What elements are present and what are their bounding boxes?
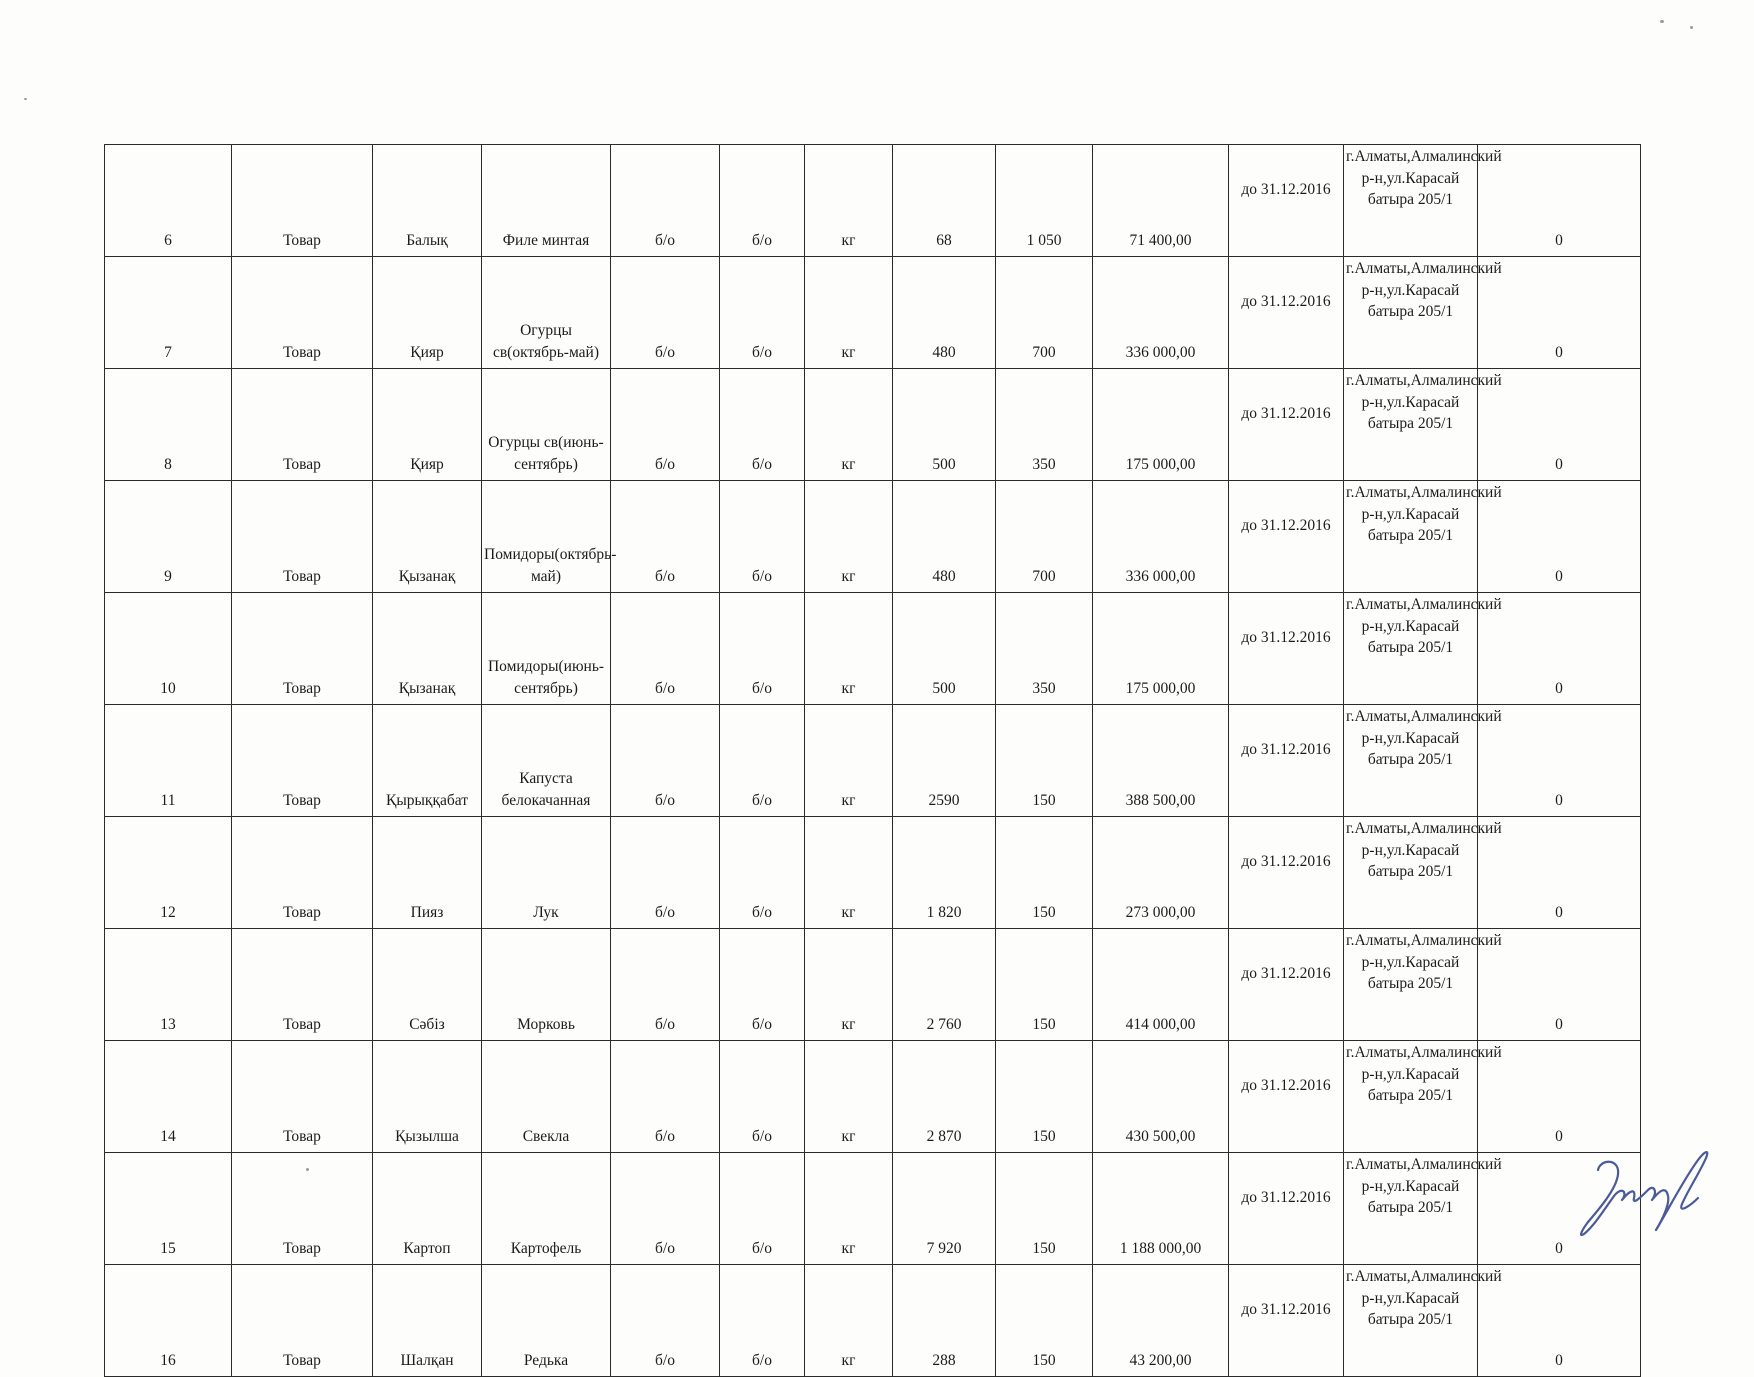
table-row (105, 929, 1641, 1041)
item-kind-cell: Товар (232, 593, 373, 705)
extra-characteristic-cell: б/о (720, 705, 805, 817)
item-kind-cell: Товар (232, 257, 373, 369)
deadline-cell: до 31.12.2016 (1229, 369, 1344, 481)
table-row (105, 1265, 1641, 1377)
delivery-address-cell: г.Алматы,Алмалинский р-н,ул.Карасай батыра 205/1 (1344, 481, 1478, 593)
characteristic-cell: б/о (611, 481, 720, 593)
delivery-address-cell: г.Алматы,Алмалинский р-н,ул.Карасай батыра 205/1 (1344, 929, 1478, 1041)
deadline-cell: до 31.12.2016 (1229, 817, 1344, 929)
item-name-kz-cell: Картоп (373, 1153, 482, 1265)
deadline-cell: до 31.12.2016 (1229, 1041, 1344, 1153)
procurement-table (104, 144, 1641, 1377)
table-row (105, 369, 1641, 481)
unit-cell: кг (805, 817, 893, 929)
quantity-cell: 1 820 (893, 817, 996, 929)
deadline-cell: до 31.12.2016 (1229, 1265, 1344, 1377)
item-name-ru-cell: Свекла (482, 1041, 611, 1153)
unit-cell: кг (805, 593, 893, 705)
sum-cell: 71 400,00 (1093, 145, 1229, 257)
quantity-cell: 68 (893, 145, 996, 257)
extra-characteristic-cell: б/о (720, 1265, 805, 1377)
scan-speck (24, 98, 27, 100)
extra-characteristic-cell: б/о (720, 817, 805, 929)
advance-cell: 0 (1478, 257, 1641, 369)
characteristic-cell: б/о (611, 369, 720, 481)
signature (1570, 1130, 1730, 1240)
table-row (105, 1041, 1641, 1153)
delivery-address-cell: г.Алматы,Алмалинский р-н,ул.Карасай батыра 205/1 (1344, 1265, 1478, 1377)
item-name-kz-cell: Шалқан (373, 1265, 482, 1377)
item-name-ru-cell: Капуста белокачанная (482, 705, 611, 817)
item-name-ru-cell: Помидоры(октябрь-май) (482, 481, 611, 593)
scan-speck (1690, 26, 1693, 29)
signature-stroke (1581, 1152, 1707, 1235)
item-kind-cell: Товар (232, 481, 373, 593)
deadline-cell: до 31.12.2016 (1229, 1153, 1344, 1265)
item-name-ru-cell: Помидоры(июнь-сентябрь) (482, 593, 611, 705)
price-cell: 350 (996, 593, 1093, 705)
item-name-kz-cell: Сәбіз (373, 929, 482, 1041)
advance-cell: 0 (1478, 817, 1641, 929)
item-kind-cell: Товар (232, 705, 373, 817)
quantity-cell: 480 (893, 257, 996, 369)
row-number-cell: 13 (105, 929, 232, 1041)
row-number-cell: 10 (105, 593, 232, 705)
item-kind-cell: Товар (232, 1153, 373, 1265)
item-kind-cell: Товар (232, 929, 373, 1041)
deadline-cell: до 31.12.2016 (1229, 593, 1344, 705)
unit-cell: кг (805, 145, 893, 257)
sum-cell: 336 000,00 (1093, 257, 1229, 369)
item-name-ru-cell: Редька (482, 1265, 611, 1377)
quantity-cell: 480 (893, 481, 996, 593)
row-number-cell: 9 (105, 481, 232, 593)
price-cell: 150 (996, 817, 1093, 929)
item-kind-cell: Товар (232, 145, 373, 257)
item-name-kz-cell: Қияр (373, 369, 482, 481)
deadline-cell: до 31.12.2016 (1229, 481, 1344, 593)
extra-characteristic-cell: б/о (720, 593, 805, 705)
quantity-cell: 288 (893, 1265, 996, 1377)
row-number-cell: 8 (105, 369, 232, 481)
sum-cell: 414 000,00 (1093, 929, 1229, 1041)
extra-characteristic-cell: б/о (720, 1041, 805, 1153)
advance-cell: 0 (1478, 145, 1641, 257)
sum-cell: 388 500,00 (1093, 705, 1229, 817)
advance-cell: 0 (1478, 593, 1641, 705)
item-name-ru-cell: Картофель (482, 1153, 611, 1265)
characteristic-cell: б/о (611, 1265, 720, 1377)
quantity-cell: 2 760 (893, 929, 996, 1041)
delivery-address-cell: г.Алматы,Алмалинский р-н,ул.Карасай батыра 205/1 (1344, 593, 1478, 705)
item-name-kz-cell: Қияр (373, 257, 482, 369)
item-name-ru-cell: Морковь (482, 929, 611, 1041)
quantity-cell: 2590 (893, 705, 996, 817)
advance-cell: 0 (1478, 1265, 1641, 1377)
unit-cell: кг (805, 1265, 893, 1377)
delivery-address-cell: г.Алматы,Алмалинский р-н,ул.Карасай батыра 205/1 (1344, 145, 1478, 257)
quantity-cell: 2 870 (893, 1041, 996, 1153)
unit-cell: кг (805, 929, 893, 1041)
quantity-cell: 500 (893, 593, 996, 705)
characteristic-cell: б/о (611, 929, 720, 1041)
price-cell: 150 (996, 1153, 1093, 1265)
item-name-kz-cell: Қырыққабат (373, 705, 482, 817)
price-cell: 150 (996, 1041, 1093, 1153)
characteristic-cell: б/о (611, 705, 720, 817)
item-kind-cell: Товар (232, 369, 373, 481)
table-row (105, 145, 1641, 257)
unit-cell: кг (805, 481, 893, 593)
deadline-cell: до 31.12.2016 (1229, 145, 1344, 257)
extra-characteristic-cell: б/о (720, 145, 805, 257)
advance-cell: 0 (1478, 705, 1641, 817)
sum-cell: 273 000,00 (1093, 817, 1229, 929)
advance-cell: 0 (1478, 369, 1641, 481)
price-cell: 150 (996, 1265, 1093, 1377)
unit-cell: кг (805, 257, 893, 369)
price-cell: 350 (996, 369, 1093, 481)
extra-characteristic-cell: б/о (720, 369, 805, 481)
table-row (105, 593, 1641, 705)
delivery-address-cell: г.Алматы,Алмалинский р-н,ул.Карасай батыра 205/1 (1344, 705, 1478, 817)
advance-cell: 0 (1478, 1041, 1641, 1153)
unit-cell: кг (805, 369, 893, 481)
item-name-kz-cell: Қызанақ (373, 593, 482, 705)
row-number-cell: 7 (105, 257, 232, 369)
table-row (105, 257, 1641, 369)
item-name-ru-cell: Филе минтая (482, 145, 611, 257)
row-number-cell: 16 (105, 1265, 232, 1377)
delivery-address-cell: г.Алматы,Алмалинский р-н,ул.Карасай батыра 205/1 (1344, 1153, 1478, 1265)
item-name-kz-cell: Қызылша (373, 1041, 482, 1153)
characteristic-cell: б/о (611, 145, 720, 257)
price-cell: 150 (996, 929, 1093, 1041)
price-cell: 700 (996, 257, 1093, 369)
price-cell: 150 (996, 705, 1093, 817)
table-row (105, 481, 1641, 593)
item-kind-cell: Товар (232, 1041, 373, 1153)
quantity-cell: 500 (893, 369, 996, 481)
price-cell: 1 050 (996, 145, 1093, 257)
item-name-ru-cell: Огурцы св(октябрь-май) (482, 257, 611, 369)
table-body (105, 145, 1641, 1377)
extra-characteristic-cell: б/о (720, 929, 805, 1041)
row-number-cell: 6 (105, 145, 232, 257)
delivery-address-cell: г.Алматы,Алмалинский р-н,ул.Карасай батыра 205/1 (1344, 817, 1478, 929)
characteristic-cell: б/о (611, 1153, 720, 1265)
unit-cell: кг (805, 705, 893, 817)
advance-cell: 0 (1478, 481, 1641, 593)
characteristic-cell: б/о (611, 1041, 720, 1153)
price-cell: 700 (996, 481, 1093, 593)
deadline-cell: до 31.12.2016 (1229, 705, 1344, 817)
deadline-cell: до 31.12.2016 (1229, 257, 1344, 369)
row-number-cell: 14 (105, 1041, 232, 1153)
extra-characteristic-cell: б/о (720, 481, 805, 593)
quantity-cell: 7 920 (893, 1153, 996, 1265)
delivery-address-cell: г.Алматы,Алмалинский р-н,ул.Карасай батыра 205/1 (1344, 257, 1478, 369)
sum-cell: 336 000,00 (1093, 481, 1229, 593)
delivery-address-cell: г.Алматы,Алмалинский р-н,ул.Карасай батыра 205/1 (1344, 369, 1478, 481)
advance-cell: 0 (1478, 1153, 1641, 1265)
sum-cell: 175 000,00 (1093, 593, 1229, 705)
item-name-ru-cell: Огурцы св(июнь-сентябрь) (482, 369, 611, 481)
row-number-cell: 12 (105, 817, 232, 929)
characteristic-cell: б/о (611, 817, 720, 929)
item-kind-cell: Товар (232, 1265, 373, 1377)
deadline-cell: до 31.12.2016 (1229, 929, 1344, 1041)
extra-characteristic-cell: б/о (720, 257, 805, 369)
item-name-ru-cell: Лук (482, 817, 611, 929)
row-number-cell: 11 (105, 705, 232, 817)
item-name-kz-cell: Балық (373, 145, 482, 257)
unit-cell: кг (805, 1041, 893, 1153)
scan-speck (1660, 20, 1664, 23)
item-name-kz-cell: Қызанақ (373, 481, 482, 593)
scan-speck (306, 1168, 309, 1171)
table-row (105, 817, 1641, 929)
item-kind-cell: Товар (232, 817, 373, 929)
unit-cell: кг (805, 1153, 893, 1265)
row-number-cell: 15 (105, 1153, 232, 1265)
characteristic-cell: б/о (611, 257, 720, 369)
characteristic-cell: б/о (611, 593, 720, 705)
item-name-kz-cell: Пияз (373, 817, 482, 929)
delivery-address-cell: г.Алматы,Алмалинский р-н,ул.Карасай батыра 205/1 (1344, 1041, 1478, 1153)
sum-cell: 1 188 000,00 (1093, 1153, 1229, 1265)
advance-cell: 0 (1478, 929, 1641, 1041)
sum-cell: 43 200,00 (1093, 1265, 1229, 1377)
table-row (105, 705, 1641, 817)
sum-cell: 175 000,00 (1093, 369, 1229, 481)
extra-characteristic-cell: б/о (720, 1153, 805, 1265)
sum-cell: 430 500,00 (1093, 1041, 1229, 1153)
table-row (105, 1153, 1641, 1265)
